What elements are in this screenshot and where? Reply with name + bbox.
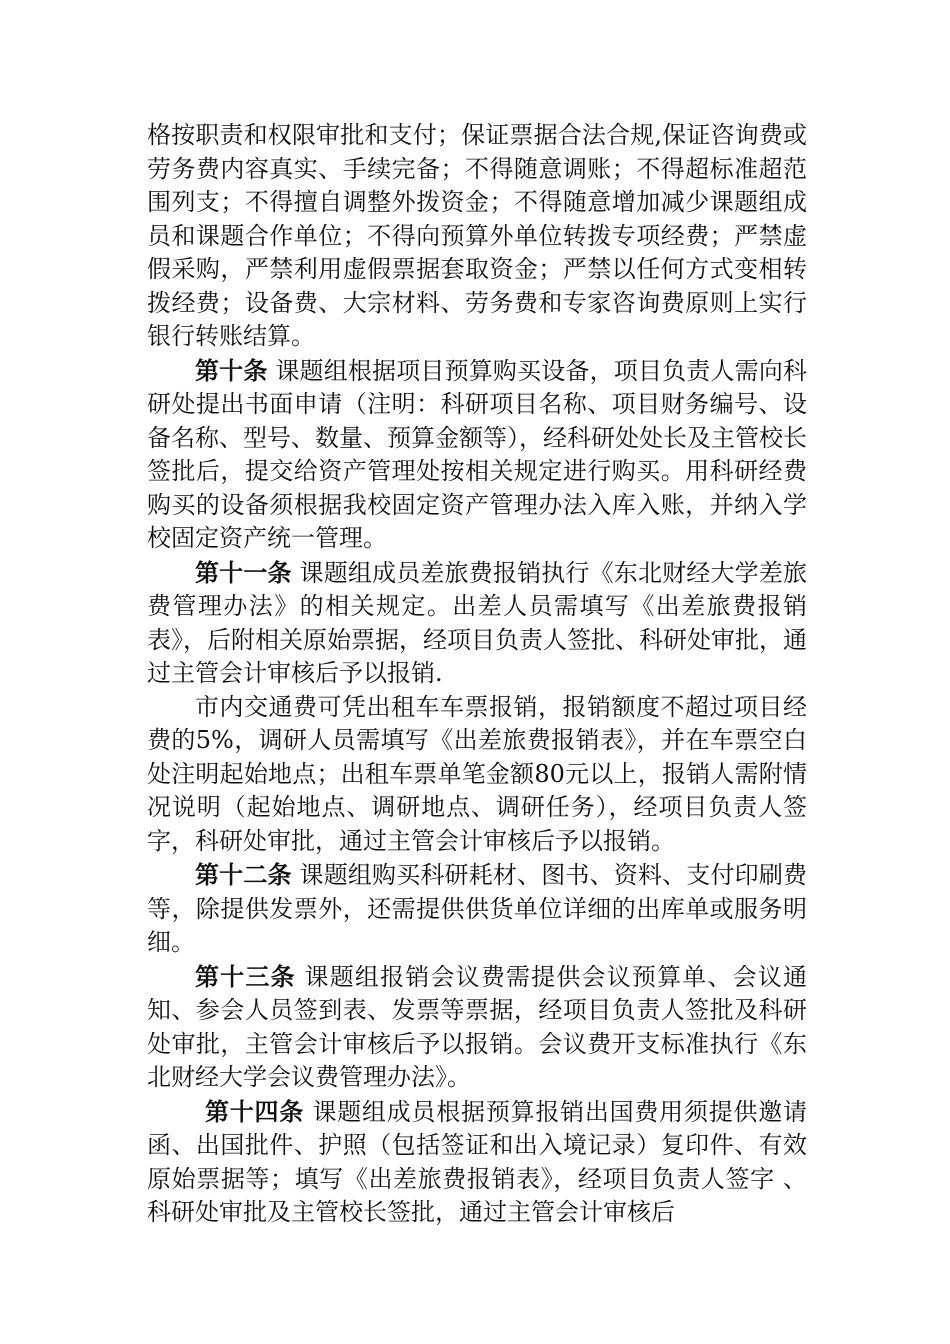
document-body	[147, 119, 807, 1230]
paragraph-text: 课题组成员差旅费报销执行《东北财经大学差旅费管理办法》的相关规定。出差人员需填写《出差旅费报销表》，后附相关原始票据，经项目负责人签批、科研处审批，通过主管会计审核后予以报销.	[147, 558, 808, 687]
article-heading: 第十条	[195, 355, 268, 385]
article-heading: 第十四条	[205, 1096, 305, 1126]
paragraph-local-transport	[147, 691, 807, 859]
article-13	[147, 960, 807, 1095]
paragraph-text: 格按职责和权限审批和支付；保证票据合法合规,保证咨询费或劳务费内容真实、手续完备；不得随意调账；不得超标准超范围列支；不得擅自调整外拨资金；不得随意增加减少课题组成员和课题合作单位；不得向预算外单位转拨专项经费；严禁虚假采购，严禁利用虚假票据套取资金；严禁以任何方式变相转拨经费；设备费、大宗材料、劳务费和专家咨询费原则上实行银行转账结算。	[147, 121, 807, 350]
article-heading: 第十三条	[195, 961, 296, 991]
article-heading: 第十二条	[195, 860, 292, 889]
article-12	[147, 858, 807, 960]
paragraph-text: 课题组报销会议费需提供会议预算单、会议通知、参会人员签到表、发票等票据，经项目负责人签批及科研处审批，主管会计审核后予以报销。会议费开支标准执行《东北财经大学会议费管理办法》。	[147, 962, 807, 1091]
paragraph-text: 市内交通费可凭出租车车票报销，报销额度不超过项目经费的5%，调研人员需填写《出差旅费报销表》，并在车票空白处注明起始地点；出租车票单笔金额80元以上，报销人需附情况说明（起始地点、调研地点、调研任务），经项目负责人签字，科研处审批，通过主管会计审核后予以报销。	[147, 692, 807, 855]
paragraph-text: 课题组根据项目预算购买设备，项目负责人需向科研处提出书面申请（注明：科研项目名称、项目财务编号、设备名称、型号、数量、预算金额等），经科研处处长及主管校长签批后，提交给资产管理处按相关规定进行购买。用科研经费购买的设备须根据我校固定资产管理办法入库入账，并纳入学校固定资产统一管理。	[147, 356, 808, 552]
article-10	[147, 354, 807, 556]
article-14	[147, 1095, 807, 1230]
paragraph-continuation	[147, 119, 807, 354]
article-heading: 第十一条	[195, 557, 292, 587]
article-11	[147, 556, 807, 691]
paragraph-text: 课题组成员根据预算报销出国费用须提供邀请函、出国批件、护照（包括签证和出入境记录）复印件、有效原始票据等；填写《出差旅费报销表》，经项目负责人签字 、科研处审批及主管校长签批，通过主管会计审核后	[147, 1097, 808, 1226]
paragraph-text: 课题组购买科研耗材、图书、资料、支付印刷费等，除提供发票外，还需提供供货单位详细的出库单或服务明细。	[147, 861, 808, 956]
